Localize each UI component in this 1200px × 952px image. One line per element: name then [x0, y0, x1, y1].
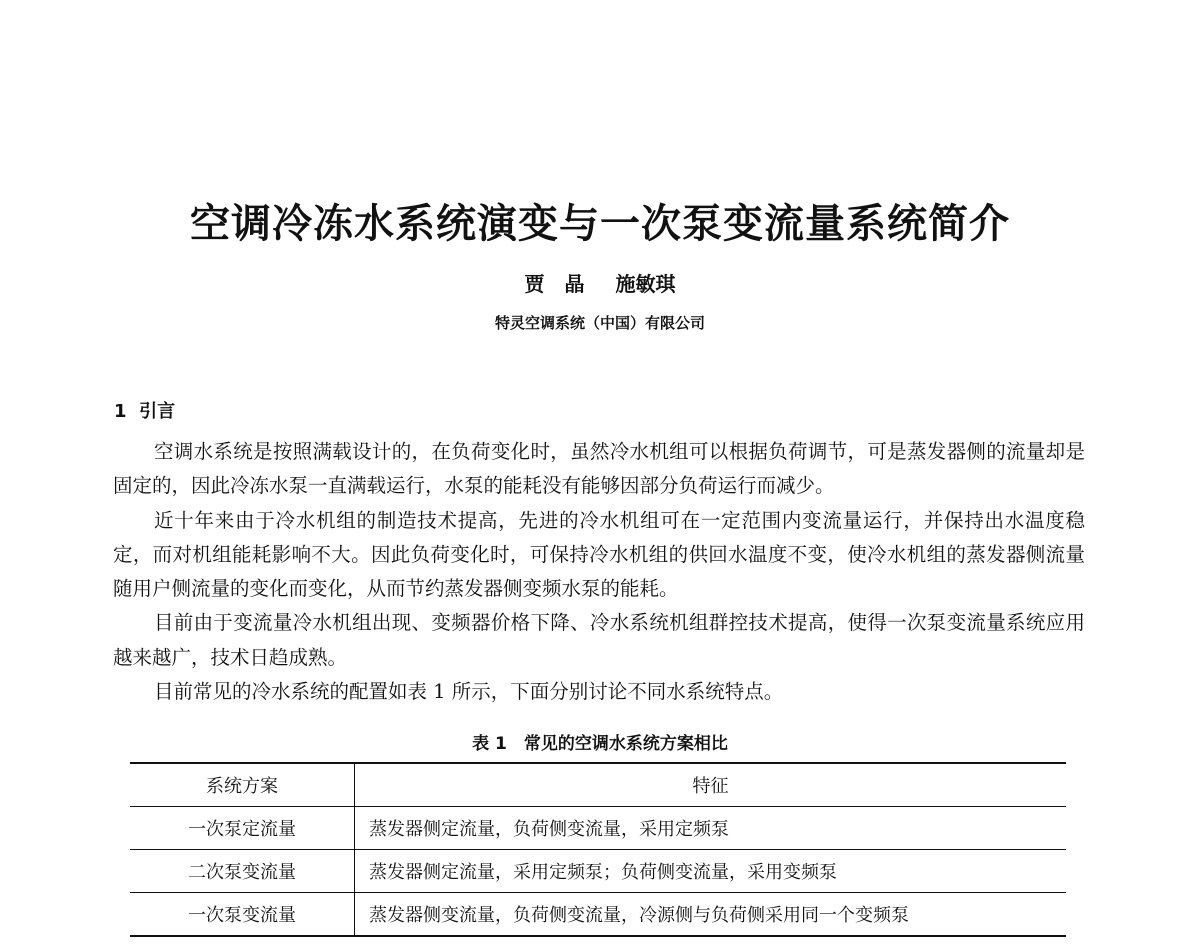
table-cell: 蒸发器侧定流量，负荷侧变流量，采用定频泵: [355, 807, 1067, 850]
table-cell: 一次泵定流量: [130, 807, 355, 850]
paragraph: 近十年来由于冷水机组的制造技术提高，先进的冷水机组可在一定范围内变流量运行，并保持出水温度稳定，而对机组能耗影响不大。因此负荷变化时，可保持冷水机组的供回水温度不变，使冷水机组的蒸发器侧流量随用户侧流量的变化而变化，从而节约蒸发器侧变频水泵的能耗。: [113, 508, 1085, 601]
section-number: 1: [114, 401, 127, 422]
paragraph: 目前由于变流量冷水机组出现、变频器价格下降、冷水系统机组群控技术提高，使得一次泵变流量系统应用越来越广，技术日趋成熟。: [113, 611, 1085, 669]
author: 贾 晶: [524, 272, 585, 296]
table-cell: 二次泵变流量: [130, 850, 355, 893]
body-text: [113, 435, 1085, 709]
table-cell: 蒸发器侧定流量，采用定频泵；负荷侧变流量，采用变频泵: [355, 850, 1067, 893]
table-row: [130, 850, 1066, 893]
table-cell: 一次泵变流量: [130, 893, 355, 937]
affiliation: 特灵空调系统（中国）有限公司: [494, 314, 705, 332]
author: 施敏琪: [615, 272, 676, 296]
header-cell: 系统方案: [130, 763, 355, 807]
comparison-table: [130, 762, 1066, 937]
authors: [0, 268, 1200, 297]
section-heading: [114, 397, 175, 423]
section-title: 引言: [139, 401, 176, 422]
table-cell: 蒸发器侧变流量，负荷侧变流量，冷源侧与负荷侧采用同一个变频泵: [355, 893, 1067, 937]
header-cell: 特征: [355, 763, 1067, 807]
table-row: [130, 807, 1066, 850]
table-caption: 表 1 常见的空调水系统方案相比: [472, 734, 728, 754]
table-header-row: [130, 763, 1066, 807]
paragraph: 空调水系统是按照满载设计的，在负荷变化时，虽然冷水机组可以根据负荷调节，可是蒸发器侧的流量却是固定的，因此冷冻水泵一直满载运行，水泵的能耗没有能够因部分负荷运行而减少。: [113, 440, 1085, 498]
paper-title: 空调冷冻水系统演变与一次泵变流量系统简介: [190, 201, 1010, 247]
table-row: [130, 893, 1066, 937]
paragraph: 目前常见的冷水系统的配置如表 1 所示，下面分别讨论不同水系统特点。: [153, 680, 784, 704]
